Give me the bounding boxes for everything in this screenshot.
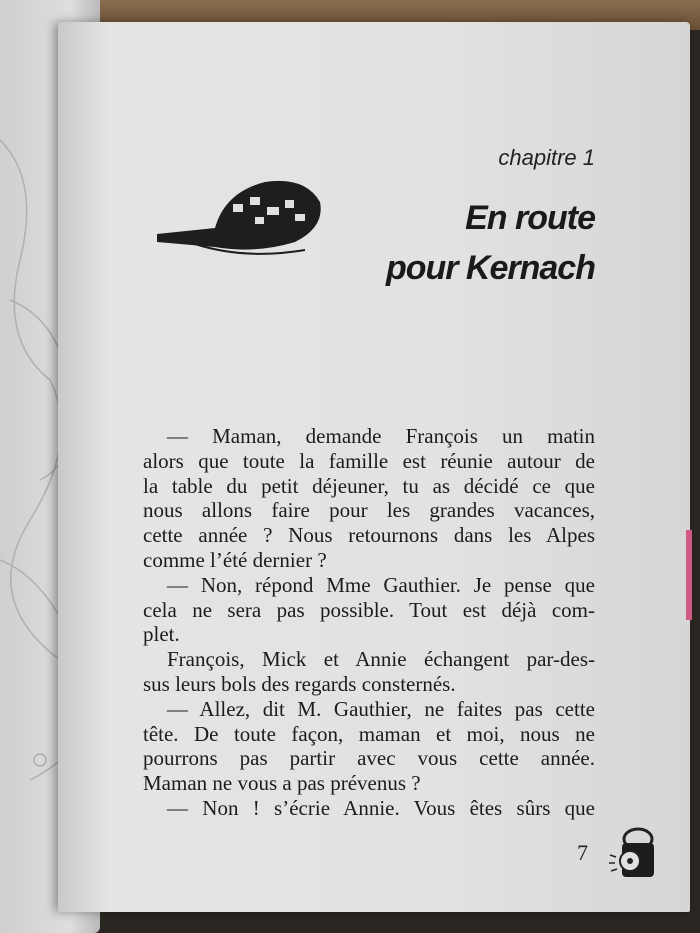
text-line: pourrons pas partir avec vous cette année. xyxy=(143,746,595,771)
body-text xyxy=(143,424,595,821)
text-line: la table du petit déjeuner, tu as décidé ce que xyxy=(143,473,595,498)
text-line: sus leurs bols des regards consternés. xyxy=(143,671,456,696)
text-line: plet. xyxy=(143,622,180,647)
text-line: Maman ne vous a pas prévenus ? xyxy=(143,771,421,796)
chapter-label: chapitre 1 xyxy=(498,145,595,170)
text-line: — Non, répond Mme Gauthier. Je pense que xyxy=(167,572,595,597)
text-line: François, Mick et Annie échangent par-des- xyxy=(167,647,595,672)
text-line: tête. De toute façon, maman et moi, nous ne xyxy=(143,721,595,746)
chapter-title-line-1: En route xyxy=(465,199,595,237)
chapter-title-line-2: pour Kernach xyxy=(385,249,595,287)
text-line: cela ne sera pas possible. Tout est déjà com- xyxy=(143,597,595,622)
text-line: comme l’été dernier ? xyxy=(143,547,327,572)
text-line: — Maman, demande François un matin xyxy=(167,424,595,448)
alarm-clock-icon xyxy=(606,825,666,885)
text-line: alors que toute la famille est réunie autour de xyxy=(143,448,595,473)
text-line: — Allez, dit M. Gauthier, ne faites pas cette xyxy=(167,696,595,721)
text-line: — Non ! s’écrie Annie. Vous êtes sûrs que xyxy=(167,795,595,820)
island-village-illustration xyxy=(155,172,327,262)
bookmark-edge xyxy=(686,530,692,620)
text-line: nous allons faire pour les grandes vacances, xyxy=(143,498,595,523)
text-line: cette année ? Nous retournons dans les Alpes xyxy=(143,523,595,548)
page-number: 7 xyxy=(577,840,588,865)
